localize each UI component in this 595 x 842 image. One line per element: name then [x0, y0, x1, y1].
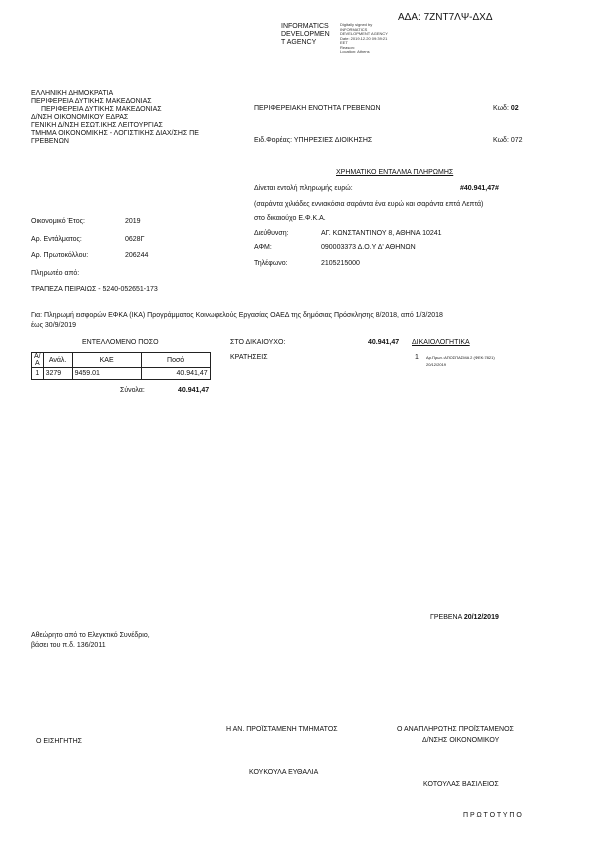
director-title-2: Δ/ΝΣΗΣ ΟΙΚΟΝΟΜΙΚΟΥ	[422, 737, 500, 744]
document-line-1: Αρ.Πρωτ.:ΑΠΟΣΠΑΣΜΑ 2 (ΦΕΚ:7821)	[426, 355, 495, 360]
total-label: Σύνολα:	[120, 387, 145, 394]
unit-code-label: Κωδ:	[493, 105, 509, 112]
cell-aa: 1	[32, 368, 44, 380]
documents-label: ΔΙΚΑΙΟΛΟΓΗΤΙΚΑ	[412, 339, 470, 346]
cell-anal: 3279	[43, 368, 72, 380]
afm-label: ΑΦΜ:	[254, 244, 272, 251]
stamp-line: Reason:	[340, 44, 355, 50]
audit-line-2: βάσει του π.δ. 136/2011	[31, 642, 106, 649]
stamp-line: Digitally signed by	[340, 22, 373, 27]
digital-signature-stamp	[340, 23, 388, 55]
stamp-line: Location: Athens	[340, 49, 370, 54]
director-name: ΚΟΤΟΥΛΑΣ ΒΑΣΙΛΕΙΟΣ	[423, 781, 499, 788]
stamp-line: EET	[340, 40, 348, 45]
phone-label: Τηλέφωνο:	[254, 260, 288, 267]
col-header-anal: Ανάλ.	[43, 353, 72, 368]
beneficiary: στο δικαιούχο Ε.Φ.Κ.Α.	[254, 215, 326, 222]
ordered-amount-title: ΕΝΤΕΛΛΟΜΕΝΟ ΠΟΣΟ	[82, 339, 159, 346]
phone-value: 2105215000	[321, 260, 360, 267]
stamp-line: DEVELOPMENT AGENCY	[340, 31, 388, 36]
audit-line-1: Αθεώρητο από το Ελεγκτικό Συνέδριο,	[31, 632, 150, 639]
special-body-code-label: Κωδ:	[493, 137, 509, 144]
special-body-code	[493, 137, 523, 145]
table-row	[32, 368, 211, 380]
cell-amount: 40.941,47	[141, 368, 210, 380]
order-title: ΧΡΗΜΑΤΙΚΟ ΕΝΤΑΛΜΑ ΠΛΗΡΩΜΗΣ	[336, 169, 454, 176]
unit-code-value: 02	[510, 105, 519, 112]
head-title: Η ΑΝ. ΠΡΟΪΣΤΑΜΕΝΗ ΤΜΗΜΑΤΟΣ	[226, 726, 338, 733]
special-body-label: Ειδ.Φορέας: ΥΠΗΡΕΣΙΕΣ ΔΙΟΙΚΗΣΗΣ	[254, 137, 373, 144]
table-header-row	[32, 353, 211, 368]
afm-value: 090003373 Δ.Ο.Υ Δ' ΑΘΗΝΩΝ	[321, 244, 416, 251]
stamp-line: Date: 2019.12.20 09:39:21	[340, 35, 388, 41]
fiscal-year-value: 2019	[125, 218, 141, 225]
order-number-value: 0628Γ	[125, 236, 145, 243]
issuer-line: ΓΕΝΙΚΗ Δ/ΝΣΗ ΕΣΩΤ.ΙΚΗΣ ΛΕΙΤΟΥΡΓΙΑΣ	[31, 122, 163, 129]
fiscal-year-label: Οικονομικό Έτος:	[31, 218, 85, 225]
order-number-label: Αρ. Εντάλματος:	[31, 236, 82, 243]
amount-value: #40.941,47#	[460, 185, 499, 192]
issuer-line: ΤΜΗΜΑ ΟΙΚΟΝΟΜΙΚΗΣ - ΛΟΓΙΣΤΙΚΗΣ ΔΙΑΧ/ΣΗΣ ΠΕ	[31, 130, 199, 137]
col-header-amount: Ποσό	[141, 353, 210, 368]
head-name: ΚΟΥΚΟΥΛΑ ΕΥΘΑΛΙΑ	[249, 769, 319, 776]
col-header-aa: Α/Α	[32, 353, 44, 368]
issuer-block	[31, 90, 199, 146]
rapporteur-title: Ο ΕΙΣΗΓΗΤΗΣ	[36, 738, 82, 745]
payable-label: Πληρωτέο από:	[31, 270, 80, 277]
agency-logo-line: T AGENCY	[281, 39, 317, 46]
deductions-label: ΚΡΑΤΗΣΕΙΣ	[230, 354, 268, 361]
place-date	[430, 614, 499, 622]
issuer-line: ΠΕΡΙΦΕΡΕΙΑ ΔΥΤΙΚΗΣ ΜΑΚΕΔΟΝΙΑΣ	[31, 98, 152, 105]
unit-code	[493, 105, 519, 113]
issuer-line: ΕΛΛΗΝΙΚΗ ΔΗΜΟΚΡΑΤΙΑ	[31, 90, 114, 97]
document-line-2: 20/12/2019	[426, 362, 447, 367]
issuer-line: Δ/ΝΣΗ ΟΙΚΟΝΟΜΙΚΟΥ ΕΔΡΑΣ	[31, 114, 129, 121]
total-value: 40.941,47	[178, 387, 210, 394]
date: 20/12/2019	[463, 614, 499, 621]
protocol-value: 206244	[125, 252, 149, 259]
agency-logo-line: INFORMATICS	[281, 23, 329, 30]
agency-logo-line: DEVELOPMEN	[281, 31, 330, 38]
ada-number: ΑΔΑ: 7ΖΝΤ7ΛΨ-ΔΧΔ	[398, 12, 493, 23]
protocol-label: Αρ. Πρωτοκόλλου:	[31, 252, 89, 259]
description-line-1: Για: Πληρωμή εισφορών ΕΦΚΑ (ΙΚΑ) Προγράμματος Κοινωφελούς Εργασίας ΟΑΕΔ της δημόσιας Πρόσκλησης 8/2018, από 1/3/2018	[31, 312, 443, 319]
director-title-1: Ο ΑΝΑΠΛΗΡΩΤΗΣ ΠΡΟΪΣΤΑΜΕΝΟΣ	[397, 726, 514, 733]
col-header-kae: ΚΑΕ	[72, 353, 141, 368]
document-index: 1	[415, 354, 419, 361]
special-body-code-value: 072	[510, 137, 523, 144]
issuer-line: ΠΕΡΙΦΕΡΕΙΑ ΔΥΤΙΚΗΣ ΜΑΚΕΔΟΝΙΑΣ	[41, 106, 162, 113]
unit-label: ΠΕΡΙΦΕΡΕΙΑΚΗ ΕΝΟΤΗΤΑ ΓΡΕΒΕΝΩΝ	[254, 105, 381, 112]
agency-logo	[281, 23, 330, 47]
beneficiary-amount-value: 40.941,47	[368, 339, 400, 346]
kae-table	[31, 352, 211, 380]
amount-words: (σαράντα χιλιάδες εννιακόσια σαράντα ένα ευρώ και σαράντα επτά Λεπτά)	[254, 201, 484, 208]
amount-label: Δίνεται εντολή πληρωμής ευρώ:	[254, 185, 353, 192]
payable-value: ΤΡΑΠΕΖΑ ΠΕΙΡΑΙΩΣ - 5240-052651-173	[31, 286, 158, 293]
description-line-2: έως 30/9/2019	[31, 322, 77, 329]
address-label: Διεύθυνση:	[254, 230, 289, 237]
beneficiary-amount-label: ΣΤΟ ΔΙΚΑΙΟΥΧΟ:	[230, 339, 286, 346]
address-value: ΑΓ. ΚΩΝΣΤΑΝΤΙΝΟΥ 8, ΑΘΗΝΑ 10241	[321, 230, 442, 237]
original-stamp: Π Ρ Ω Τ Ο Τ Υ Π Ο	[463, 812, 522, 819]
cell-kae: 9459.01	[72, 368, 141, 380]
place: ΓΡΕΒΕΝΑ	[430, 614, 462, 621]
issuer-line: ΓΡΕΒΕΝΩΝ	[31, 138, 69, 145]
stamp-line: INFORMATICS	[340, 26, 368, 32]
